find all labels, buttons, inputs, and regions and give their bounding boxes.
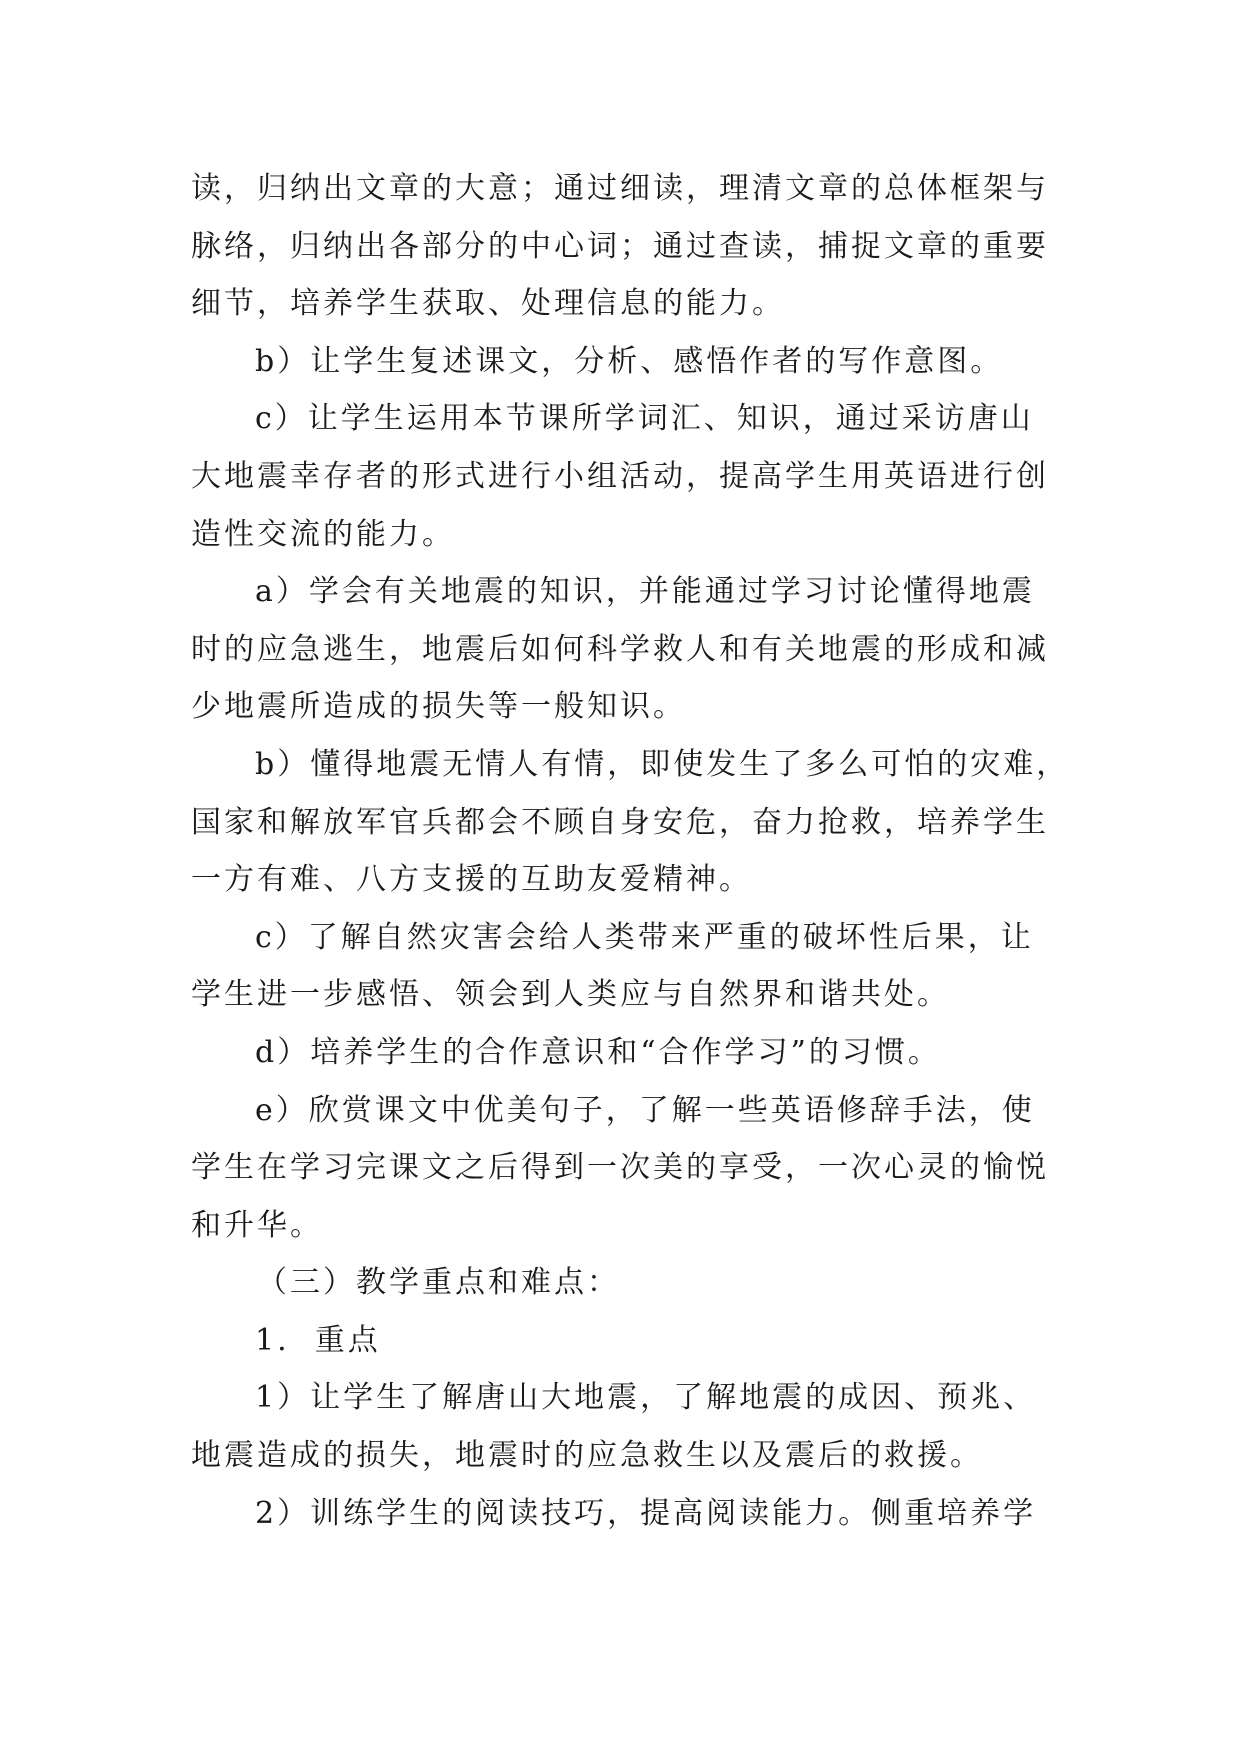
text-line: 时的应急逃生，地震后如何科学救人和有关地震的形成和减	[191, 631, 1049, 667]
text-line: 国家和解放军官兵都会不顾自身安危，奋力抢救，培养学生	[191, 804, 1049, 840]
text-line: 造性交流的能力。	[191, 516, 455, 552]
text-line: c）让学生运用本节课所学词汇、知识，通过采访唐山	[255, 401, 1034, 437]
text-line: 地震造成的损失，地震时的应急救生以及震后的救援。	[191, 1438, 983, 1474]
text-line: a）学会有关地震的知识，并能通过学习讨论懂得地震	[255, 574, 1035, 610]
subsection-heading: 1. 重点	[255, 1322, 381, 1358]
text-line: 脉络，归纳出各部分的中心词；通过查读，捕捉文章的重要	[191, 228, 1049, 264]
text-line: 2）训练学生的阅读技巧，提高阅读能力。侧重培养学	[255, 1495, 1037, 1531]
text-line: 少地震所造成的损失等一般知识。	[191, 689, 686, 725]
text-line: 1）让学生了解唐山大地震，了解地震的成因、预兆、	[255, 1380, 1037, 1416]
text-line: 一方有难、八方支援的互助友爱精神。	[191, 862, 752, 898]
text-line: b）懂得地震无情人有情，即使发生了多么可怕的灾难，	[255, 746, 1070, 782]
section-heading: （三）教学重点和难点：	[257, 1265, 620, 1301]
text-line: c）了解自然灾害会给人类带来严重的破坏性后果，让	[255, 919, 1034, 955]
text-line: 学生在学习完课文之后得到一次美的享受，一次心灵的愉悦	[191, 1150, 1049, 1186]
text-line: 细节，培养学生获取、处理信息的能力。	[191, 286, 785, 322]
text-line: b）让学生复述课文，分析、感悟作者的写作意图。	[255, 343, 1004, 379]
text-line: 和升华。	[191, 1207, 323, 1243]
text-line: 学生进一步感悟、领会到人类应与自然界和谐共处。	[191, 977, 950, 1013]
text-line: e）欣赏课文中优美句子，了解一些英语修辞手法，使	[255, 1092, 1035, 1128]
text-line: 大地震幸存者的形式进行小组活动，提高学生用英语进行创	[191, 458, 1049, 494]
document-body	[191, 160, 1071, 1542]
text-line: d）培养学生的合作意识和“合作学习”的习惯。	[255, 1034, 941, 1070]
text-line: 读，归纳出文章的大意；通过细读，理清文章的总体框架与	[191, 171, 1049, 206]
